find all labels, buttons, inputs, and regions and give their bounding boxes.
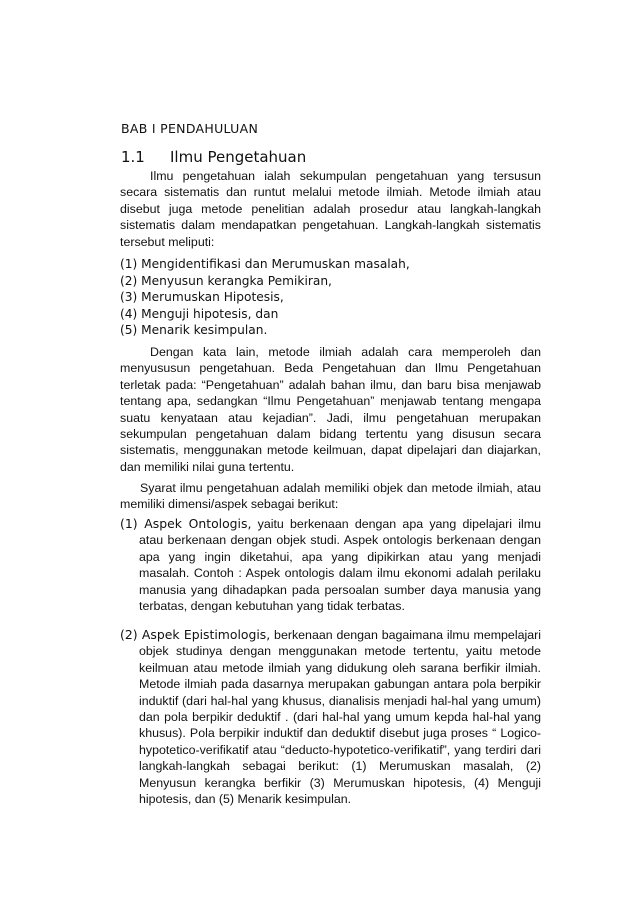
list-item: (1) Mengidentifikasi dan Merumuskan masalah, <box>120 257 410 271</box>
aspect-text: yaitu berkenaan dengan apa yang dipelajari ilmu atau berkenaan dengan objek studi. Aspek ontologis berkenaan dengan apa yang ingin diketahui, apa yang dipikirkan atau yang menjadi masalah. Contoh : Aspek ontologis dalam ilmu ekonomi adalah perilaku manusia yang dihadapkan pada persoalan sumber daya manusia yang terbatas, dengan kebutuhan yang tidak terbatas. <box>139 517 541 614</box>
definition-paragraph: Dengan kata lain, metode ilmiah adalah cara memperoleh dan menyususun pengetahuan. Beda Pengetahuan dan Ilmu Pengetahuan terletak pada: “Pengetahuan” adalah bahan ilmu, dan baru bisa menjawab tentang apa, sedangkan “Ilmu Pengetahuan” menjawab tentang mengapa suatu kenyataan atau kejadian”. Jadi, ilmu pengetahuan merupakan sekumpulan pengetahuan dalam bidang tertentu yang disusun secara sistematis, menggunakan metode keilmuan, dapat dipelajari dan diajarkan, dan memiliki nilai guna tertentu. <box>120 345 541 474</box>
aspect-ontologis <box>120 516 541 614</box>
section-heading <box>121 148 306 166</box>
intro-paragraph: Ilmu pengetahuan ialah sekumpulan pengetahuan yang tersusun secara sistematis dan runtut melalui metode ilmiah. Metode ilmiah atau disebut juga metode penelitian adalah prosedur atau langkah-langkah sistematis dalam mendapatkan pengetahuan. Langkah-langkah sistematis tersebut meliputi: <box>120 169 541 249</box>
section-title: Ilmu Pengetahuan <box>170 148 307 166</box>
requirements-paragraph: Syarat ilmu pengetahuan adalah memiliki objek dan metode ilmiah, atau memiliki dimensi/aspek sebagai berikut: <box>120 481 541 512</box>
aspect-lead: (2) Aspek Epistimologis, <box>120 627 271 642</box>
chapter-title: BAB I PENDAHULUAN <box>121 121 259 136</box>
list-item: (5) Menarik kesimpulan. <box>120 323 268 337</box>
list-item: (3) Merumuskan Hipotesis, <box>120 290 284 304</box>
method-steps-list <box>120 256 541 339</box>
aspect-lead: (1) Aspek Ontologis, <box>120 516 252 531</box>
section-number: 1.1 <box>121 148 145 166</box>
aspect-text: berkenaan dengan bagaimana ilmu mempelajari objek studinya dengan menggunakan metode tertentu, yaitu metode keilmuan atau metode ilmiah yang didukung oleh sarana berfikir ilmiah. Metode ilmiah pada dasarnya merupakan gabungan antara pola berpikir induktif (dari hal-hal yang khusus, dianalisis menjadi hal-hal yang umum) dan pola berpikir deduktif . (dari hal-hal yang umum kepda hal-hal yang khusus). Pola berpikir induktif dan deduktif disebut juga proses “ Logico-hypotetico-verifikatif atau “deducto-hypotetico-verifikatif”, yang terdiri dari langkah-langkah sebagai berikut: (1) Merumuskan masalah, (2) Menyusun kerangka berfikir (3) Merumuskan hipotesis, (4) Menguji hipotesis, dan (5) Menarik kesimpulan. <box>139 628 541 807</box>
aspect-epistimologis <box>120 627 541 807</box>
list-item: (2) Menyusun kerangka Pemikiran, <box>120 273 332 288</box>
list-item: (4) Menguji hipotesis, dan <box>120 306 279 321</box>
